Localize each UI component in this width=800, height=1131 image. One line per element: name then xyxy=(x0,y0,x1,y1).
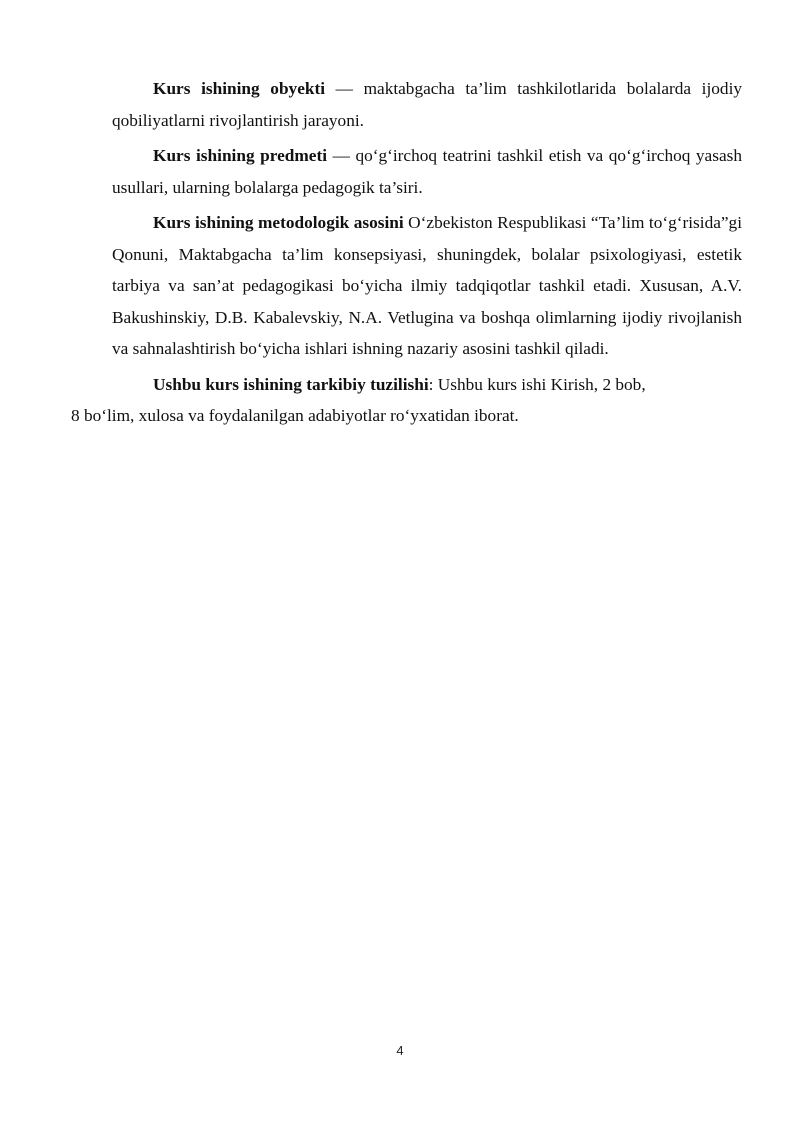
page-body xyxy=(71,73,743,432)
methodology-label: Kurs ishining metodologik asosini xyxy=(153,213,404,232)
structure-paragraph xyxy=(71,369,742,432)
methodology-paragraph xyxy=(112,207,742,365)
subject-text: — qo‘g‘irchoq teatrini tashkil etish va qo‘g‘irchoq yasash usullari, ularning bolalarga pedagogik ta’siri. xyxy=(112,146,742,197)
structure-text-line1: : Ushbu kurs ishi Kirish, 2 bob, xyxy=(428,374,646,394)
object-text: — maktabgacha ta’lim tashkilotlarida bolalarda ijodiy qobiliyatlarni rivojlantirish jarayoni. xyxy=(112,79,743,130)
methodology-text: O‘zbekiston Respublikasi “Ta’lim to‘g‘risida”gi Qonuni, Maktabgacha ta’lim konsepsiyasi, shuningdek, bolalar psixologiyasi, estetik tarbiya va san’at pedagogikasi bo‘yicha ilmiy tadqiqotlar tashkil etadi. Xususan, A.V. Bakushinskiy, D.B. Kabalevskiy, N.A. Vetlugina va boshqa olimlarning ijodiy rivojlanish va sahnalashtirish bo‘yicha ishlari ishning nazariy asosini tashkil qiladi. xyxy=(112,213,742,358)
structure-text-line2: 8 bo‘lim, xulosa va foydalanilgan adabiyotlar ro‘yxatidan iborat. xyxy=(71,406,519,425)
structure-label: Ushbu kurs ishining tarkibiy tuzilishi xyxy=(153,374,429,394)
subject-label: Kurs ishining predmeti xyxy=(153,146,328,165)
object-label: Kurs ishining obyekti xyxy=(153,79,326,98)
subject-paragraph xyxy=(112,140,742,203)
page-number: 4 xyxy=(396,1043,404,1058)
object-paragraph xyxy=(112,73,742,136)
